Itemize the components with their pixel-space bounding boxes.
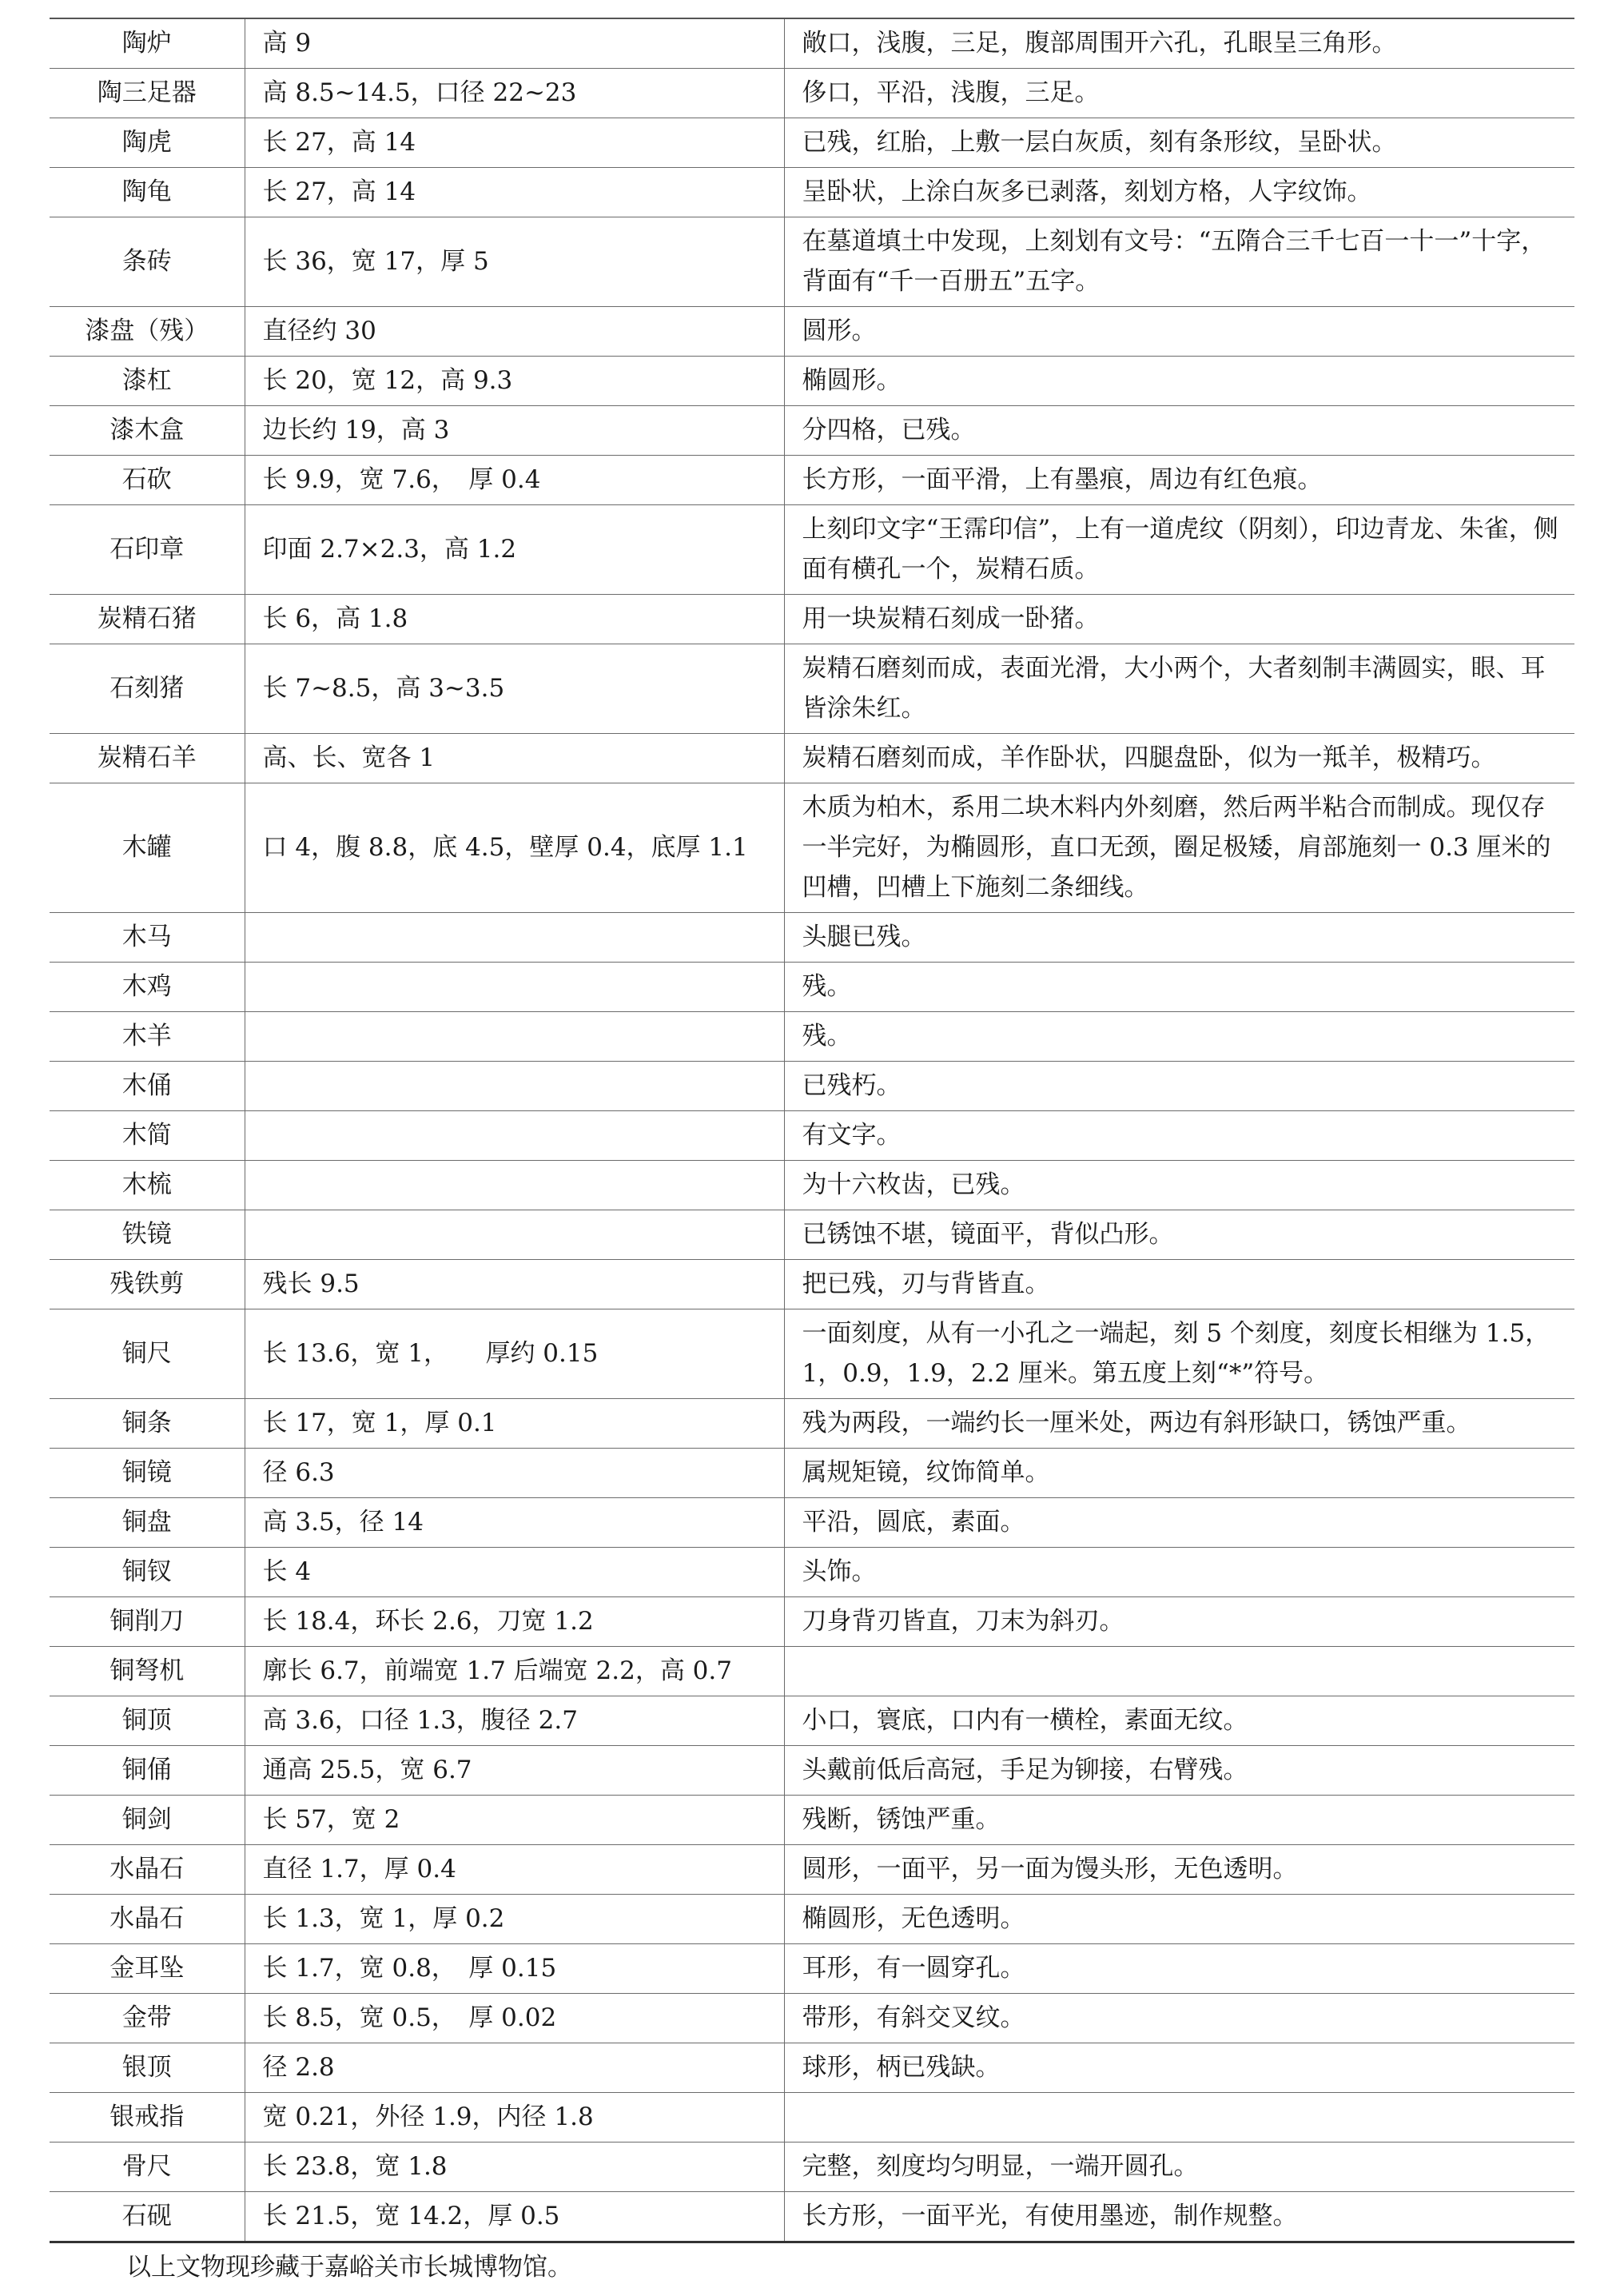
relic-note-cell: 头腿已残。 <box>784 913 1574 963</box>
relic-note-cell: 上刻印文字“王霈印信”，上有一道虎纹（阴刻），印边青龙、朱雀，侧面有横孔一个，炭精石质。 <box>784 505 1574 595</box>
relic-name-cell: 石砚 <box>50 2192 245 2242</box>
relic-size-cell: 长 57，宽 2 <box>245 1796 784 1845</box>
relic-note-cell: 耳形，有一圆穿孔。 <box>784 1944 1574 1994</box>
relic-note-cell: 平沿，圆底，素面。 <box>784 1498 1574 1548</box>
relic-note-cell <box>784 2093 1574 2143</box>
relic-size-cell: 直径 1.7，厚 0.4 <box>245 1845 784 1895</box>
relic-name-cell: 陶虎 <box>50 118 245 168</box>
relics-table <box>50 18 1574 2243</box>
relic-size-cell <box>245 913 784 963</box>
relic-size-cell: 长 27，高 14 <box>245 168 784 217</box>
table-row <box>50 1399 1574 1449</box>
relic-name-cell: 铜弩机 <box>50 1647 245 1696</box>
relic-note-cell: 炭精石磨刻而成，羊作卧状，四腿盘卧，似为一羝羊，极精巧。 <box>784 734 1574 783</box>
relic-name-cell: 铜盘 <box>50 1498 245 1548</box>
table-row <box>50 2043 1574 2093</box>
relic-note-cell: 头饰。 <box>784 1548 1574 1597</box>
table-row <box>50 734 1574 783</box>
relic-name-cell: 金带 <box>50 1994 245 2043</box>
relic-note-cell: 为十六枚齿，已残。 <box>784 1161 1574 1210</box>
table-row <box>50 1309 1574 1399</box>
relic-name-cell: 木简 <box>50 1111 245 1161</box>
relic-name-cell: 木马 <box>50 913 245 963</box>
relic-size-cell: 长 1.7，宽 0.8， 厚 0.15 <box>245 1944 784 1994</box>
relic-note-cell: 长方形，一面平光，有使用墨迹，制作规整。 <box>784 2192 1574 2242</box>
relic-name-cell: 金耳坠 <box>50 1944 245 1994</box>
relic-note-cell: 已锈蚀不堪，镜面平，背似凸形。 <box>784 1210 1574 1260</box>
relic-note-cell: 椭圆形，无色透明。 <box>784 1895 1574 1944</box>
relic-size-cell: 径 6.3 <box>245 1449 784 1498</box>
relic-name-cell: 水晶石 <box>50 1845 245 1895</box>
relic-size-cell: 廓长 6.7，前端宽 1.7 后端宽 2.2，高 0.7 <box>245 1647 784 1696</box>
relic-name-cell: 铜钗 <box>50 1548 245 1597</box>
table-row <box>50 963 1574 1012</box>
relic-name-cell: 石印章 <box>50 505 245 595</box>
relic-note-cell <box>784 1647 1574 1696</box>
relic-size-cell <box>245 1012 784 1062</box>
table-row <box>50 644 1574 734</box>
relic-size-cell: 残长 9.5 <box>245 1260 784 1309</box>
relic-size-cell <box>245 1161 784 1210</box>
relic-note-cell: 已残，红胎，上敷一层白灰质，刻有条形纹，呈卧状。 <box>784 118 1574 168</box>
table-row <box>50 217 1574 307</box>
table-row <box>50 406 1574 456</box>
relic-size-cell: 长 6，高 1.8 <box>245 595 784 644</box>
relic-size-cell: 通高 25.5，宽 6.7 <box>245 1746 784 1796</box>
table-row <box>50 1210 1574 1260</box>
relic-name-cell: 石刻猪 <box>50 644 245 734</box>
relic-note-cell: 有文字。 <box>784 1111 1574 1161</box>
relic-size-cell: 长 4 <box>245 1548 784 1597</box>
relic-size-cell: 长 7~8.5，高 3~3.5 <box>245 644 784 734</box>
relic-note-cell: 残断，锈蚀严重。 <box>784 1796 1574 1845</box>
relic-name-cell: 炭精石羊 <box>50 734 245 783</box>
relic-note-cell: 炭精石磨刻而成，表面光滑，大小两个，大者刻制丰满圆实，眼、耳皆涂朱红。 <box>784 644 1574 734</box>
table-row <box>50 1895 1574 1944</box>
relic-note-cell: 小口，寰底，口内有一横栓，素面无纹。 <box>784 1696 1574 1746</box>
relic-note-cell: 在墓道填土中发现，上刻划有文号：“五隋合三千七百一十一”十字，背面有“千一百册五”五字。 <box>784 217 1574 307</box>
relic-note-cell: 把已残，刃与背皆直。 <box>784 1260 1574 1309</box>
relic-note-cell: 分四格，已残。 <box>784 406 1574 456</box>
relic-name-cell: 银顶 <box>50 2043 245 2093</box>
table-row <box>50 456 1574 505</box>
table-row <box>50 1449 1574 1498</box>
relic-note-cell: 呈卧状，上涂白灰多已剥落，刻划方格，人字纹饰。 <box>784 168 1574 217</box>
table-row <box>50 1597 1574 1647</box>
relic-size-cell: 长 23.8，宽 1.8 <box>245 2143 784 2192</box>
relic-note-cell: 长方形，一面平滑，上有墨痕，周边有红色痕。 <box>784 456 1574 505</box>
relic-note-cell: 已残朽。 <box>784 1062 1574 1111</box>
relic-size-cell: 印面 2.7×2.3，高 1.2 <box>245 505 784 595</box>
relic-size-cell: 长 21.5，宽 14.2，厚 0.5 <box>245 2192 784 2242</box>
relic-name-cell: 木俑 <box>50 1062 245 1111</box>
table-row <box>50 913 1574 963</box>
relic-name-cell: 木鸡 <box>50 963 245 1012</box>
relic-size-cell: 高、长、宽各 1 <box>245 734 784 783</box>
relic-size-cell <box>245 1111 784 1161</box>
relic-name-cell: 骨尺 <box>50 2143 245 2192</box>
table-row <box>50 1111 1574 1161</box>
table-row <box>50 307 1574 357</box>
table-row <box>50 357 1574 406</box>
relic-note-cell: 完整，刻度均匀明显，一端开圆孔。 <box>784 2143 1574 2192</box>
table-row <box>50 505 1574 595</box>
relic-size-cell: 长 18.4，环长 2.6，刀宽 1.2 <box>245 1597 784 1647</box>
relic-note-cell: 残。 <box>784 963 1574 1012</box>
relic-note-cell: 圆形，一面平，另一面为馒头形，无色透明。 <box>784 1845 1574 1895</box>
relic-name-cell: 漆木盒 <box>50 406 245 456</box>
relic-name-cell: 铜顶 <box>50 1696 245 1746</box>
table-row <box>50 1548 1574 1597</box>
relic-size-cell: 长 13.6，宽 1， 厚约 0.15 <box>245 1309 784 1399</box>
relic-name-cell: 残铁剪 <box>50 1260 245 1309</box>
table-row <box>50 2143 1574 2192</box>
relic-size-cell: 径 2.8 <box>245 2043 784 2093</box>
relic-size-cell: 长 27，高 14 <box>245 118 784 168</box>
table-row <box>50 18 1574 69</box>
relic-note-cell: 圆形。 <box>784 307 1574 357</box>
relic-name-cell: 铜尺 <box>50 1309 245 1399</box>
table-row <box>50 783 1574 913</box>
relic-note-cell: 用一块炭精石刻成一卧猪。 <box>784 595 1574 644</box>
relic-size-cell: 长 17，宽 1，厚 0.1 <box>245 1399 784 1449</box>
relic-name-cell: 条砖 <box>50 217 245 307</box>
table-row <box>50 1746 1574 1796</box>
relic-name-cell: 铜条 <box>50 1399 245 1449</box>
relic-size-cell: 长 9.9，宽 7.6， 厚 0.4 <box>245 456 784 505</box>
table-row <box>50 595 1574 644</box>
table-row <box>50 1260 1574 1309</box>
relic-size-cell <box>245 1062 784 1111</box>
relic-size-cell: 高 3.6，口径 1.3，腹径 2.7 <box>245 1696 784 1746</box>
table-row <box>50 1647 1574 1696</box>
relic-note-cell: 刀身背刃皆直，刀末为斜刃。 <box>784 1597 1574 1647</box>
relic-name-cell: 水晶石 <box>50 1895 245 1944</box>
table-row <box>50 118 1574 168</box>
relic-name-cell: 石砍 <box>50 456 245 505</box>
relic-note-cell: 残。 <box>784 1012 1574 1062</box>
table-row <box>50 1062 1574 1111</box>
relic-note-cell: 残为两段，一端约长一厘米处，两边有斜形缺口，锈蚀严重。 <box>784 1399 1574 1449</box>
relic-size-cell <box>245 963 784 1012</box>
relic-note-cell: 球形，柄已残缺。 <box>784 2043 1574 2093</box>
table-row <box>50 1845 1574 1895</box>
relic-size-cell: 高 3.5，径 14 <box>245 1498 784 1548</box>
relic-note-cell: 木质为柏木，系用二块木料内外刻磨，然后两半粘合而制成。现仅存一半完好，为椭圆形，直口无颈，圈足极矮，肩部施刻一 0.3 厘米的凹槽，凹槽上下施刻二条细线。 <box>784 783 1574 913</box>
footnote: 以上文物现珍藏于嘉峪关市长城博物馆。 <box>126 2253 572 2282</box>
relic-note-cell: 属规矩镜，纹饰简单。 <box>784 1449 1574 1498</box>
relic-note-cell: 一面刻度，从有一小孔之一端起，刻 5 个刻度，刻度长相继为 1.5，1，0.9，1.9，2.2 厘米。第五度上刻“*”符号。 <box>784 1309 1574 1399</box>
relic-note-cell: 头戴前低后高冠，手足为铆接，右臂残。 <box>784 1746 1574 1796</box>
relic-name-cell: 铜俑 <box>50 1746 245 1796</box>
relic-note-cell: 敞口，浅腹，三足，腹部周围开六孔，孔眼呈三角形。 <box>784 18 1574 69</box>
relic-name-cell: 木羊 <box>50 1012 245 1062</box>
relic-name-cell: 陶龟 <box>50 168 245 217</box>
relic-size-cell: 边长约 19，高 3 <box>245 406 784 456</box>
relic-name-cell: 铜剑 <box>50 1796 245 1845</box>
table-row <box>50 69 1574 118</box>
relic-note-cell: 侈口，平沿，浅腹，三足。 <box>784 69 1574 118</box>
relic-name-cell: 炭精石猪 <box>50 595 245 644</box>
relic-note-cell: 带形，有斜交叉纹。 <box>784 1994 1574 2043</box>
table-row <box>50 1696 1574 1746</box>
relic-size-cell <box>245 1210 784 1260</box>
table-row <box>50 1012 1574 1062</box>
document <box>50 18 1574 2286</box>
table-row <box>50 2192 1574 2242</box>
relic-name-cell: 木梳 <box>50 1161 245 1210</box>
relic-name-cell: 铜镜 <box>50 1449 245 1498</box>
relic-size-cell: 直径约 30 <box>245 307 784 357</box>
relic-name-cell: 漆盘（残） <box>50 307 245 357</box>
table-row <box>50 2093 1574 2143</box>
table-row <box>50 1994 1574 2043</box>
relic-size-cell: 长 8.5，宽 0.5， 厚 0.02 <box>245 1994 784 2043</box>
table-row <box>50 1161 1574 1210</box>
table-row <box>50 168 1574 217</box>
relic-size-cell: 高 9 <box>245 18 784 69</box>
table-row <box>50 1796 1574 1845</box>
relic-size-cell: 口 4，腹 8.8，底 4.5，壁厚 0.4，底厚 1.1 <box>245 783 784 913</box>
table-row <box>50 1944 1574 1994</box>
relic-size-cell: 宽 0.21，外径 1.9，内径 1.8 <box>245 2093 784 2143</box>
relic-name-cell: 银戒指 <box>50 2093 245 2143</box>
relic-name-cell: 漆杠 <box>50 357 245 406</box>
relic-size-cell: 长 1.3，宽 1，厚 0.2 <box>245 1895 784 1944</box>
relics-table-body <box>50 18 1574 2242</box>
relic-size-cell: 长 20，宽 12，高 9.3 <box>245 357 784 406</box>
relic-name-cell: 陶三足器 <box>50 69 245 118</box>
relic-name-cell: 铜削刀 <box>50 1597 245 1647</box>
relic-note-cell: 椭圆形。 <box>784 357 1574 406</box>
relic-name-cell: 木罐 <box>50 783 245 913</box>
table-row <box>50 1498 1574 1548</box>
relic-name-cell: 铁镜 <box>50 1210 245 1260</box>
relic-name-cell: 陶炉 <box>50 18 245 69</box>
relic-size-cell: 长 36，宽 17，厚 5 <box>245 217 784 307</box>
relic-size-cell: 高 8.5~14.5，口径 22~23 <box>245 69 784 118</box>
